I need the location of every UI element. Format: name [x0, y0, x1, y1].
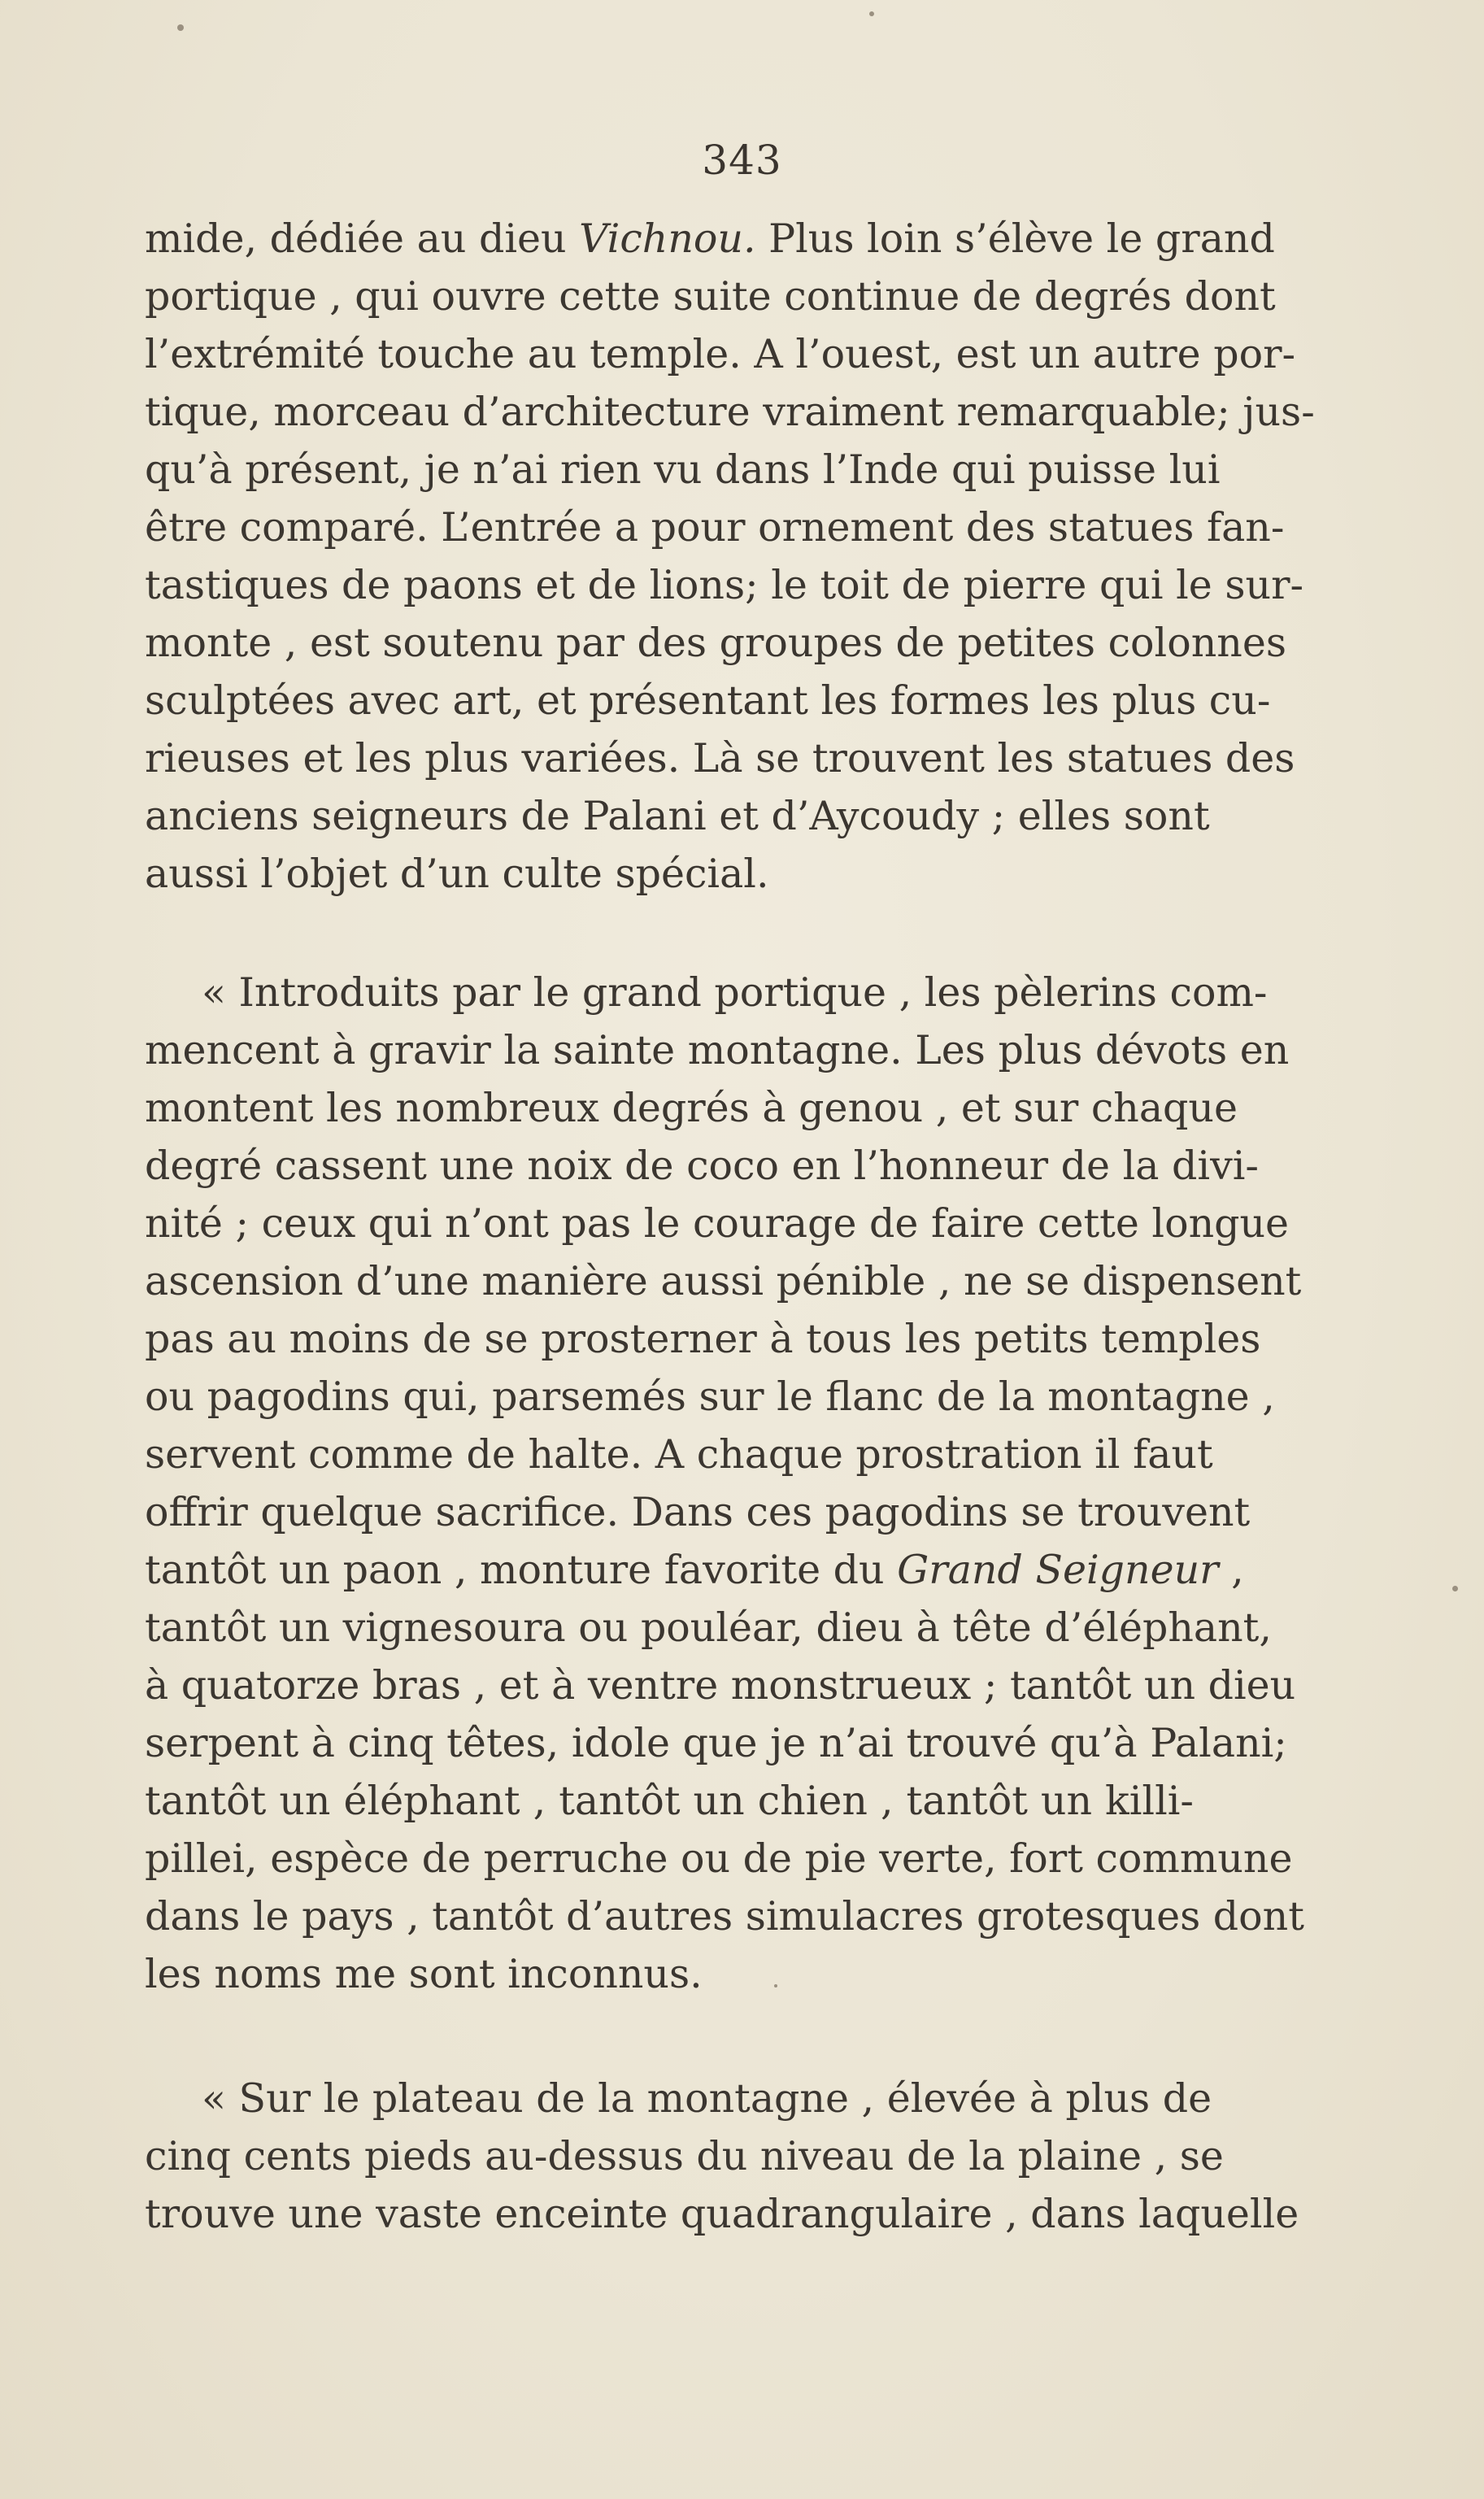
- text-line: [145, 964, 1268, 1021]
- text-line: [145, 325, 1296, 383]
- text-line: [145, 2127, 1224, 2185]
- text-line: [145, 1830, 1293, 1887]
- text-segment: tantôt un vignesoura ou pouléar, dieu à tête d’éléphant,: [145, 1604, 1272, 1651]
- text-line: [145, 787, 1210, 845]
- paragraph-body: [145, 2070, 1299, 2243]
- text-line: [145, 1945, 1194, 2003]
- text-segment: mide, dédiée au dieu: [145, 216, 580, 262]
- text-segment: servent comme de halte. A chaque prostration il faut: [145, 1431, 1213, 1478]
- text-line: [145, 2070, 1212, 2127]
- text-segment: tantôt un éléphant , tantôt un chien , tantôt un killi-: [145, 1778, 1194, 1824]
- paragraph-body: [145, 210, 1315, 903]
- text-line: [145, 1714, 1287, 1772]
- text-segment: montent les nombreux degrés à genou , et sur chaque: [145, 1085, 1238, 1131]
- paper-speck: [1452, 1586, 1458, 1591]
- paragraph-2: [145, 964, 1304, 2003]
- text-line: [145, 1252, 1302, 1310]
- text-segment: « Introduits par le grand portique , les pèlerins com-: [202, 969, 1268, 1016]
- text-segment: offrir quelque sacrifice. Dans ces pagodins se trouvent: [145, 1489, 1251, 1535]
- text-line: [145, 1426, 1213, 1483]
- text-segment: mencent à gravir la sainte montagne. Les plus dévots en: [145, 1027, 1290, 1073]
- text-segment: pas au moins de se prosterner à tous les petits temples: [145, 1316, 1261, 1362]
- text-line: [145, 2185, 1299, 2243]
- paper-speck: [869, 11, 874, 16]
- text-segment: tantôt un paon , monture favorite du: [145, 1547, 898, 1593]
- text-segment: aussi l’objet d’un culte spécial.: [145, 851, 769, 897]
- text-line: [145, 1887, 1304, 1945]
- text-segment: être comparé. L’entrée a pour ornement des statues fan-: [145, 504, 1285, 551]
- text-segment: portique , qui ouvre cette suite continue de degrés dont: [145, 273, 1276, 320]
- text-line: [145, 1657, 1296, 1714]
- text-line: [145, 1483, 1251, 1541]
- text-segment: sculptées avec art, et présentant les formes les plus cu-: [145, 677, 1271, 724]
- text-segment: à quatorze bras , et à ventre monstrueux ; tantôt un dieu: [145, 1662, 1296, 1709]
- italic-text: Vichnou.: [579, 216, 756, 262]
- text-line: [145, 383, 1315, 441]
- text-segment: ascension d’une manière aussi pénible , ne se dispensent: [145, 1258, 1302, 1304]
- text-line: [145, 441, 1221, 498]
- text-line: [145, 498, 1285, 556]
- text-segment: anciens seigneurs de Palani et d’Aycoudy ; elles sont: [145, 793, 1210, 839]
- text-segment: pillei, espèce de perruche ou de pie verte, fort commune: [145, 1835, 1293, 1882]
- text-segment: cinq cents pieds au-dessus du niveau de la plaine , se: [145, 2133, 1224, 2179]
- paper-speck: [177, 24, 184, 31]
- text-line: [145, 1137, 1259, 1195]
- text-segment: ,: [1218, 1547, 1244, 1593]
- text-line: [145, 1368, 1275, 1426]
- text-segment: tique, morceau d’architecture vraiment remarquable; jus-: [145, 389, 1315, 435]
- text-line: [145, 1772, 1194, 1830]
- text-line: [145, 1541, 1244, 1599]
- text-segment: les noms me sont inconnus.: [145, 1951, 703, 1997]
- text-line: [145, 1310, 1261, 1368]
- text-line: [145, 1021, 1290, 1079]
- text-line: [145, 210, 1275, 268]
- text-line: [145, 729, 1295, 787]
- text-line: [145, 614, 1286, 672]
- text-segment: trouve une vaste enceinte quadrangulaire , dans laquelle: [145, 2191, 1299, 2237]
- paragraph-1: [145, 210, 1315, 903]
- page-number: 343: [702, 137, 782, 184]
- text-segment: tastiques de paons et de lions; le toit de pierre qui le sur-: [145, 562, 1304, 608]
- text-line: [145, 845, 1194, 903]
- text-line: [145, 268, 1276, 325]
- text-line: [145, 556, 1304, 614]
- text-segment: degré cassent une noix de coco en l’honneur de la divi-: [145, 1143, 1259, 1189]
- italic-text: Grand Seigneur: [897, 1547, 1219, 1593]
- text-line: [145, 1599, 1272, 1657]
- text-segment: l’extrémité touche au temple. A l’ouest, est un autre por-: [145, 331, 1296, 377]
- text-segment: ou pagodins qui, parsemés sur le flanc de la montagne ,: [145, 1374, 1275, 1420]
- text-segment: serpent à cinq têtes, idole que je n’ai trouvé qu’à Palani;: [145, 1720, 1287, 1766]
- paragraph-body: [145, 964, 1304, 2003]
- text-segment: « Sur le plateau de la montagne , élevée à plus de: [202, 2075, 1212, 2122]
- text-line: [145, 1079, 1238, 1137]
- text-segment: nité ; ceux qui n’ont pas le courage de faire cette longue: [145, 1200, 1290, 1247]
- text-segment: qu’à présent, je n’ai rien vu dans l’Inde qui puisse lui: [145, 446, 1221, 493]
- text-line: [145, 1195, 1290, 1252]
- text-segment: Plus loin s’élève le grand: [755, 216, 1275, 262]
- text-segment: dans le pays , tantôt d’autres simulacres grotesques dont: [145, 1893, 1304, 1940]
- text-line: [145, 672, 1271, 729]
- paragraph-3: [145, 2070, 1299, 2243]
- text-segment: monte , est soutenu par des groupes de petites colonnes: [145, 620, 1286, 666]
- text-segment: rieuses et les plus variées. Là se trouvent les statues des: [145, 735, 1295, 781]
